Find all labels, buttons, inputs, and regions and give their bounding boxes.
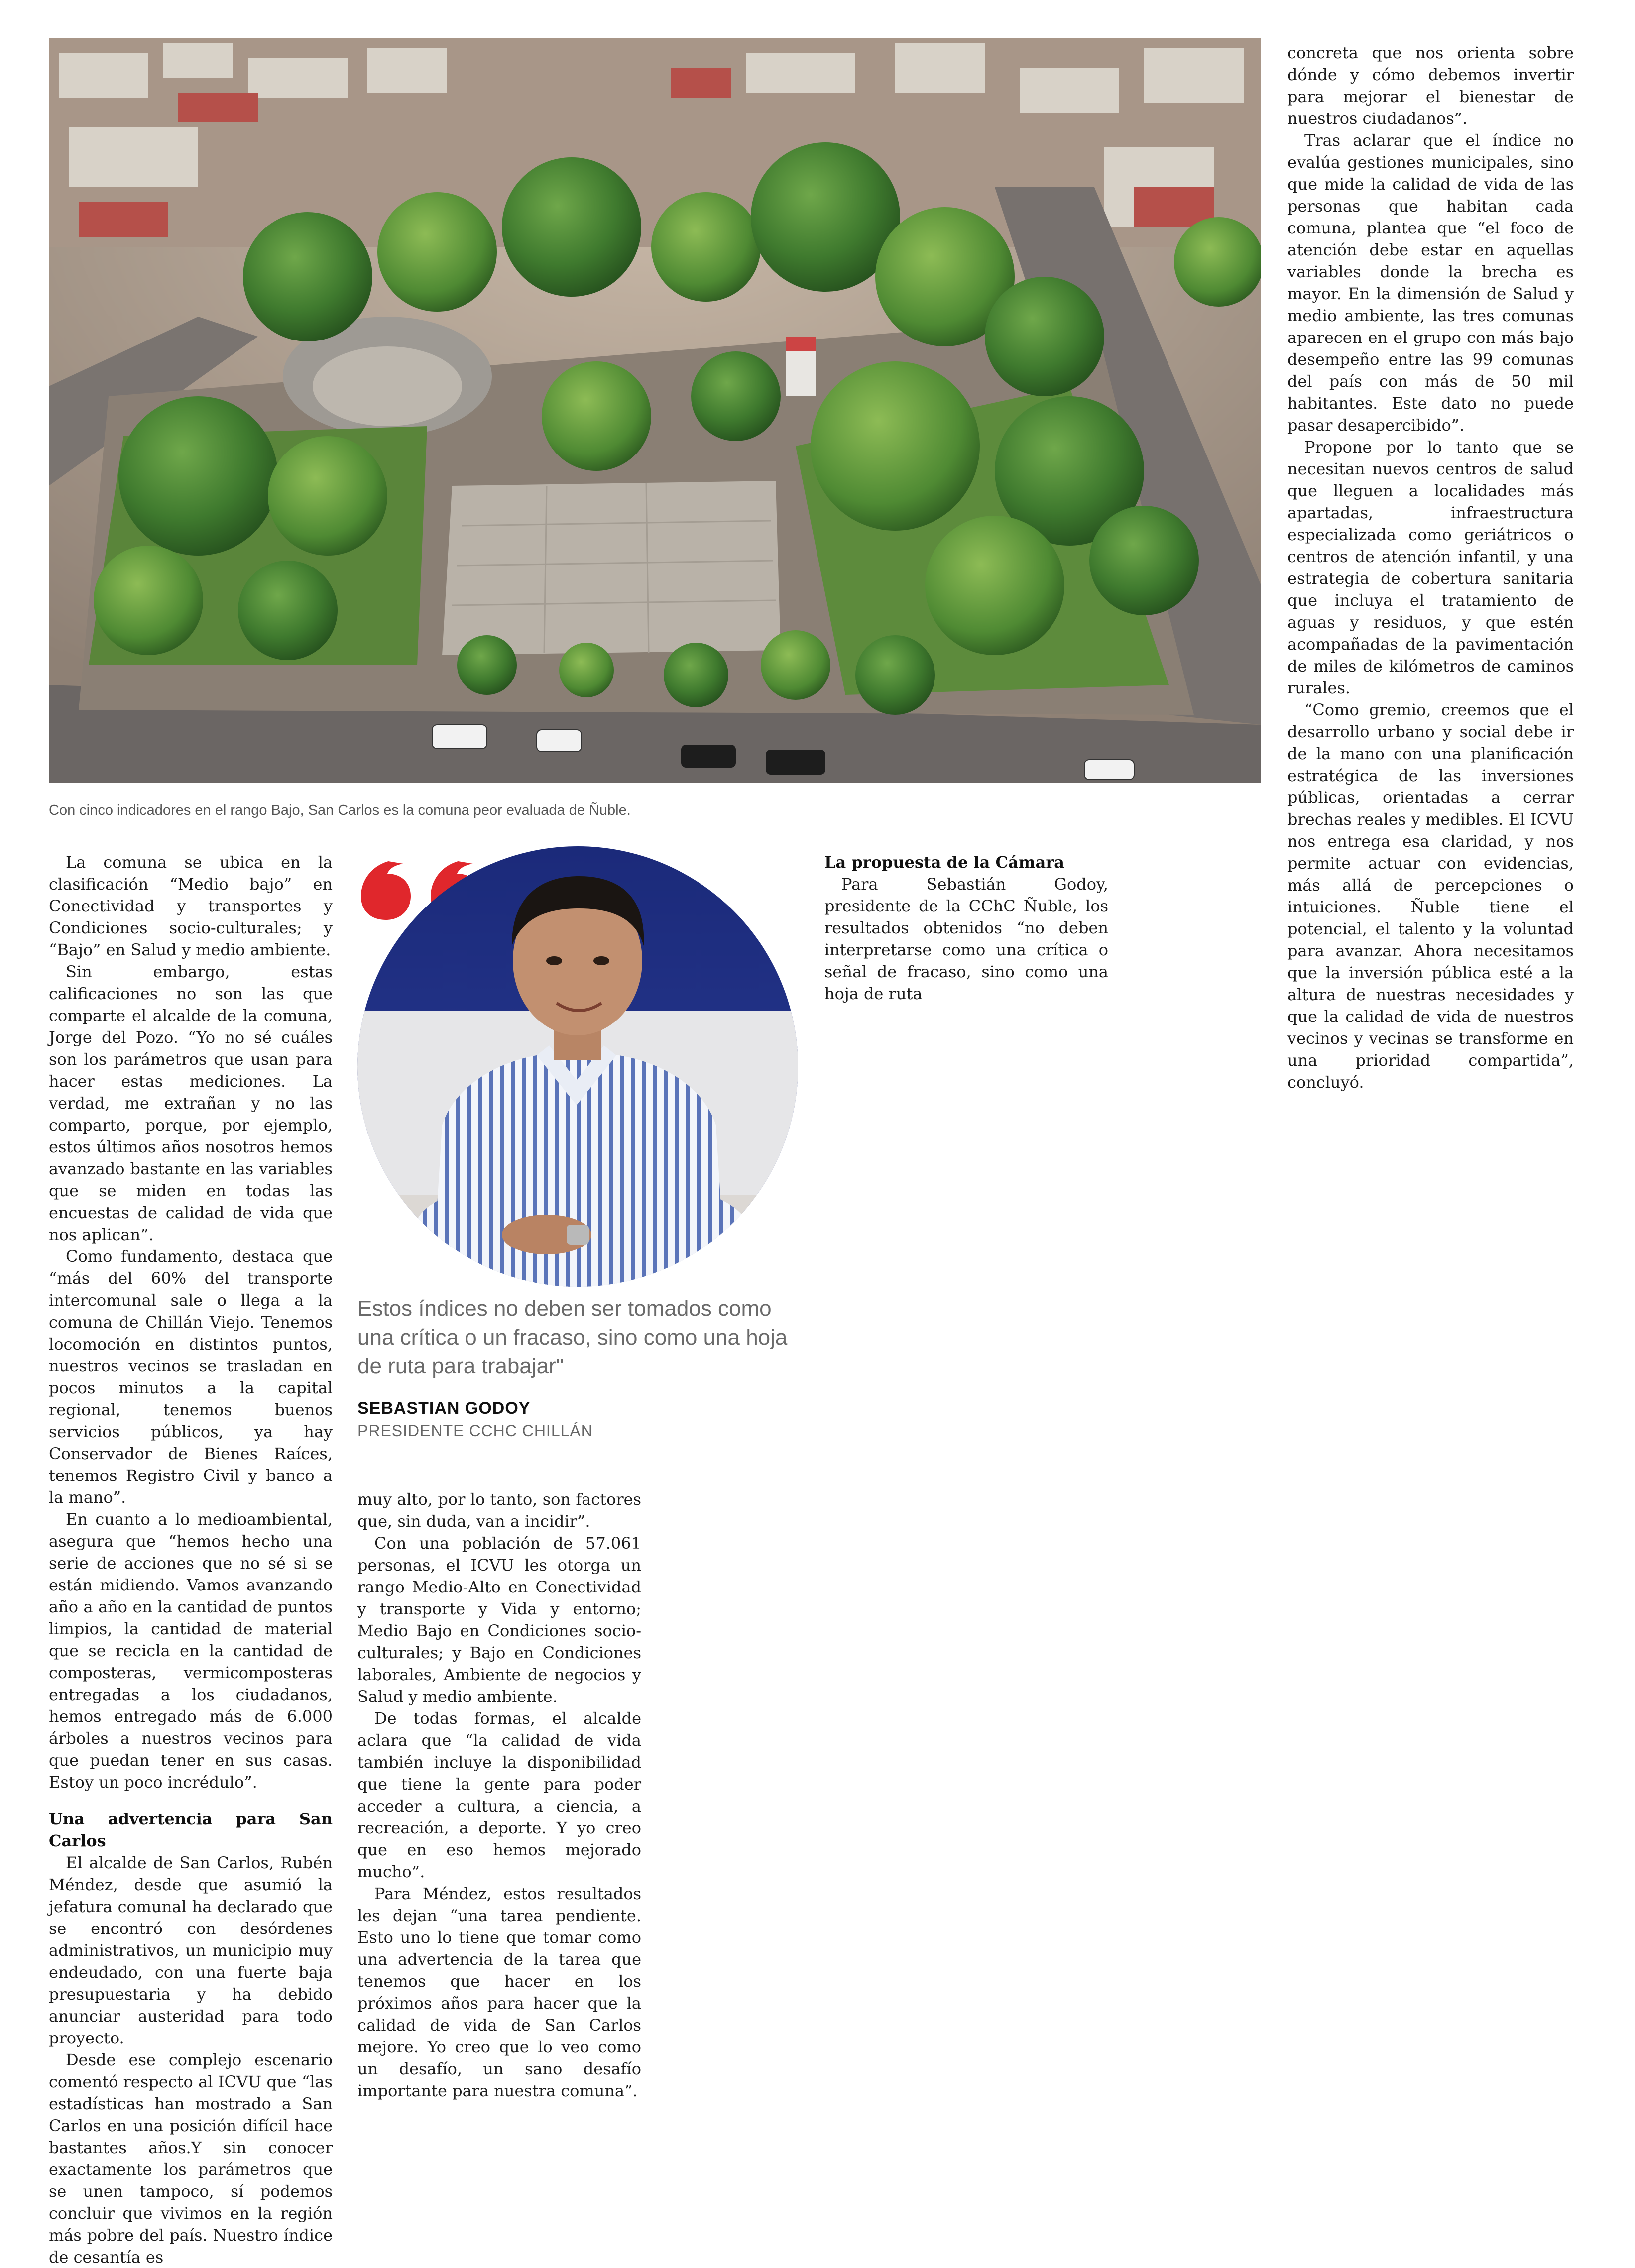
paragraph: Tras aclarar que el índice no evalúa gestiones municipales, sino que mide la calidad de vida de las personas que habitan cada comuna, plantea que “el foco de atención debe estar en aquellas variables donde la brecha es mayor. En la dimensión de Salud y medio ambiente, las tres comunas aparecen en el grupo con más bajo desempeño entre las 99 comunas del país con más de 50 mil habitantes. Este dato no puede pasar desapercibido”. [1287, 131, 1574, 435]
paragraph: Para Sebastián Godoy, presidente de la CChC Ñuble, los resultados obtenidos “no deben interpretarse como una crítica o señal de fracaso, sino como una hoja de ruta [824, 875, 1108, 1003]
paragraph: La comuna se ubica en la clasificación “Medio bajo” en Conectividad y transportes y Condiciones socio-culturales; y “Bajo” en Salud y medio ambiente. [49, 853, 333, 959]
paragraph: Desde ese complejo escenario comentó respecto al ICVU que “las estadísticas han mostrado a San Carlos en una posición difícil hace bastantes años.Y sin conocer exactamente los parámetros que se unen tampoco, sí podemos concluir que vivimos en la región más pobre del país. Nuestro índice de cesantía es [49, 2050, 333, 2267]
article-column-1 [49, 851, 333, 2268]
quote-author-role: PRESIDENTE CCHC CHILLÁN [357, 1422, 593, 1440]
article-column-3 [824, 851, 1108, 1005]
portrait-illustration [357, 846, 798, 1287]
aerial-photo-illustration [49, 38, 1261, 783]
paragraph: Propone por lo tanto que se necesitan nuevos centros de salud que lleguen a localidades más apartadas, infraestructura especializada como geriátricos o centros de atención infantil, y una estrategia de cobertura sanitaria que incluya el tratamiento de aguas y residuos, y que estén acompañadas de la pavimentación de miles de kilómetros de caminos rurales. [1287, 438, 1574, 697]
paragraph: Con una población de 57.061 personas, el ICVU les otorga un rango Medio-Alto en Conectividad y transporte y Vida y entorno; Medio Bajo en Condiciones socio-culturales; y Bajo en Condiciones laborales, Ambiente de negocios y Salud y medio ambiente. [357, 1534, 641, 1706]
pull-quote: Estos índices no deben ser tomados como una crítica o un fracaso, sino como una hoja de ruta para trabajar" [357, 1296, 788, 1378]
photo-caption: Con cinco indicadores en el rango Bajo, San Carlos es la comuna peor evaluada de Ñuble. [49, 802, 631, 818]
paragraph: Sin embargo, estas calificaciones no son las que comparte el alcalde de la comuna, Jorge del Pozo. “Yo no sé cuáles son los parámetros que usan para hacer estas mediciones. La verdad, me extrañan y no las comparto, porque, por ejemplo, estos últimos años nosotros hemos avanzado bastante en las variables que se miden en todas las encuestas de calidad de vida que nos aplican”. [49, 962, 333, 1244]
paragraph: El alcalde de San Carlos, Rubén Méndez, desde que asumió la jefatura comunal ha declarado que se encontró con desórdenes administrativos, un municipio muy endeudado, con una fuerte baja presupuestaria y ha debido anunciar austeridad para todo proyecto. [49, 1853, 333, 2047]
subheading: La propuesta de la Cámara [824, 853, 1064, 872]
paragraph: En cuanto a lo medioambiental, asegura que “hemos hecho una serie de acciones que no sé si se están midiendo. Vamos avanzando año a año en la cantidad de puntos limpios, la cantidad de material que se recicla en la cantidad de composteras, vermicomposteras entregadas a los ciudadanos, hemos entregado más de 6.000 árboles a nuestros vecinos para que puedan tener en sus casas. Estoy un poco incrédulo”. [49, 1510, 333, 1792]
paragraph: “Como gremio, creemos que el desarrollo urbano y social debe ir de la mano con una planificación estratégica de las inversiones públicas, orientadas a cerrar brechas reales y medibles. El ICVU nos entrega esa claridad, y nos permite actuar con evidencias, más allá de percepciones o intuiciones. Ñuble tiene el potencial, el talento y la voluntad para avanzar. Ahora necesitamos que la inversión pública esté a la altura de nuestras necesidades y que la calidad de vida de nuestros vecinos y vecinas se transforme en una prioridad compartida”, concluyó. [1287, 700, 1574, 1092]
paragraph: concreta que nos orienta sobre dónde y cómo debemos invertir para mejorar el bienestar de nuestros ciudadanos”. [1287, 43, 1574, 128]
paragraph: Para Méndez, estos resultados les dejan “una tarea pendiente. Esto uno lo tiene que tomar como una advertencia de la tarea que tenemos que hacer en los próximos años para hacer que la calidad de vida de San Carlos mejore. Yo creo que lo veo como un desafío, un sano desafío importante para nuestra comuna”. [357, 1884, 641, 2100]
paragraph: muy alto, por lo tanto, son factores que, sin duda, van a incidir”. [357, 1490, 641, 1531]
paragraph: De todas formas, el alcalde aclara que “la calidad de vida también incluye la disponibilidad que tiene la gente para poder acceder a cultura, a ciencia, a recreación, a deporte. Y yo creo que en eso hemos mejorado mucho”. [357, 1709, 641, 1881]
quote-author-name: SEBASTIAN GODOY [357, 1399, 531, 1418]
article-column-4 [1287, 42, 1574, 1093]
portrait-photo [357, 846, 798, 1287]
subheading: Una advertencia para San Carlos [49, 1810, 333, 1850]
aerial-photo [49, 38, 1261, 783]
article-column-2 [357, 1488, 641, 2102]
paragraph: Como fundamento, destaca que “más del 60% del transporte intercomunal sale o llega a la comuna de Chillán Viejo. Tenemos locomoción en distintos puntos, nuestros vecinos se trasladan en pocos minutos a la capital regional, tenemos buenos servicios públicos, ya hay Conservador de Bienes Raíces, tenemos Registro Civil y banco a la mano”. [49, 1247, 333, 1507]
